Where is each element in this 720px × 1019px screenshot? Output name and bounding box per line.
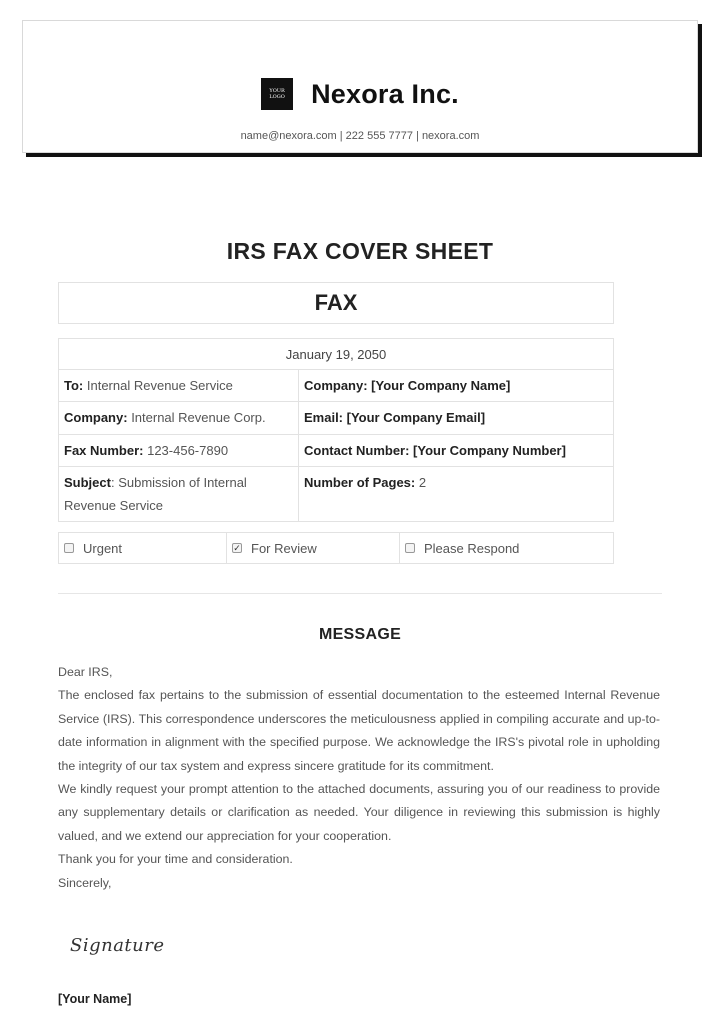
- table-row: [59, 370, 613, 402]
- table-row: [59, 402, 613, 435]
- divider: [58, 593, 662, 594]
- sender-company: Company: [Your Company Name]: [304, 378, 511, 393]
- fax-number-label: Fax Number:: [64, 443, 144, 458]
- fax-number-field: [59, 435, 299, 466]
- pages-field: [299, 467, 613, 521]
- subject-value: : Submission of Internal Revenue Service: [64, 475, 247, 513]
- greeting: Dear IRS,: [58, 665, 113, 679]
- table-row: [59, 435, 613, 467]
- company-name: Nexora Inc.: [311, 78, 459, 109]
- checkbox-icon[interactable]: [405, 543, 415, 553]
- checkbox-icon[interactable]: [64, 543, 74, 553]
- document-title: IRS FAX COVER SHEET: [226, 238, 494, 264]
- letterhead: [22, 20, 698, 153]
- for-review-option[interactable]: [227, 532, 400, 564]
- sign-off: Sincerely,: [58, 875, 112, 890]
- company-value: Internal Revenue Corp.: [131, 410, 266, 425]
- priority-options: [58, 532, 614, 564]
- sender-name: [Your Name]: [58, 992, 132, 1006]
- signature: Signature: [70, 935, 165, 956]
- urgent-option[interactable]: [58, 532, 227, 564]
- closing-line: Thank you for your time and consideration.: [58, 852, 293, 867]
- urgent-label: Urgent: [83, 540, 123, 556]
- sender-email: Email: [Your Company Email]: [304, 410, 486, 425]
- for-review-label: For Review: [251, 540, 317, 556]
- contact-line: name@nexora.com | 222 555 7777 | nexora.com: [240, 130, 480, 142]
- logo: YOUR LOGO: [261, 78, 293, 110]
- to-field: [59, 370, 299, 401]
- to-label: To:: [64, 378, 84, 393]
- message-heading: MESSAGE: [318, 626, 402, 643]
- to-value: Internal Revenue Service: [86, 378, 233, 393]
- please-respond-label: Please Respond: [424, 540, 520, 556]
- please-respond-option[interactable]: [400, 532, 614, 564]
- message-paragraph: We kindly request your prompt attention to the attached documents, assuring you of our readiness to provide any supplementary details or clarification as needed. Your diligence in reviewing this submission is highly valued, and we extend our appreciation for your cooperation.: [58, 782, 660, 843]
- fax-info-table: [58, 338, 614, 522]
- fax-label: FAX: [58, 282, 614, 324]
- sender-contact-number: Contact Number: [Your Company Number]: [304, 443, 566, 458]
- table-row: [59, 467, 613, 521]
- date: January 19, 2050: [59, 339, 613, 370]
- pages-label: Number of Pages:: [304, 475, 416, 490]
- company-label: Company:: [64, 410, 128, 425]
- subject-label: Subject: [64, 475, 111, 490]
- checkbox-checked-icon[interactable]: ✓: [233, 542, 241, 553]
- subject-field: [59, 467, 299, 521]
- message-body: [58, 661, 660, 895]
- company-field: [59, 402, 299, 434]
- brand-row: [23, 78, 697, 110]
- message-paragraph: The enclosed fax pertains to the submission of essential documentation to the esteemed Internal Revenue Service (IRS). This correspondence underscores the meticulousness applied in compiling accurate and up-to-date information in alignment with the specified purpose. We acknowledge the IRS's pivotal role in upholding the integrity of our tax system and express sincere gratitude for its commitment.: [58, 688, 660, 773]
- fax-number-value: 123-456-7890: [147, 443, 229, 458]
- pages-value: 2: [418, 475, 427, 490]
